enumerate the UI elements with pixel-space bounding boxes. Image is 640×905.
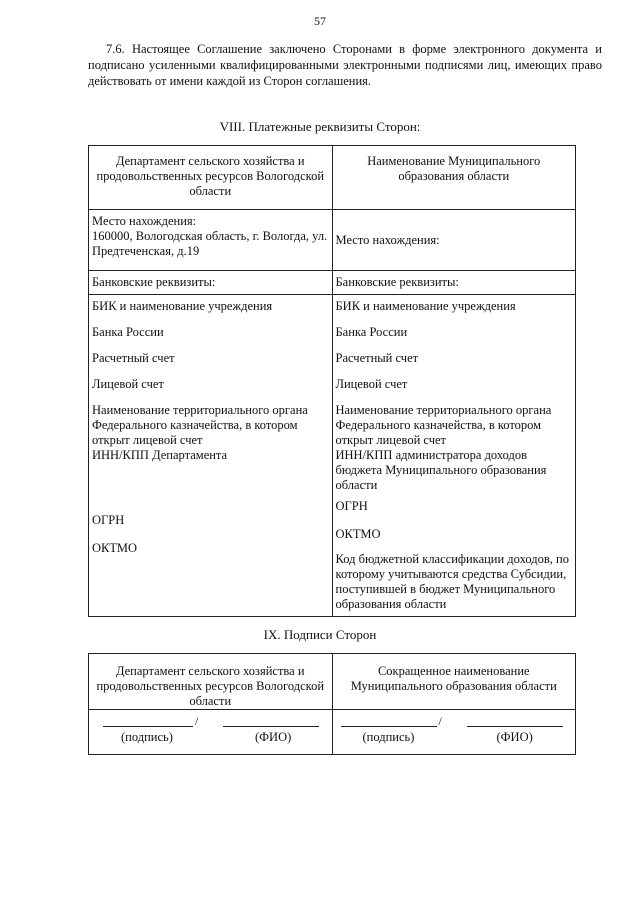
table-row [89,146,576,210]
right-signature-label: (подпись) [362,730,415,744]
left-location-cell [89,210,333,271]
right-budget-code: Код бюджетной классификации доходов, по которому учитываются средства Субсидии, поступившей в бюджет Муниципального образования области [335,552,569,611]
right-signature-line [341,726,437,727]
left-personal-account: Лицевой счет [92,377,164,391]
right-name-label: (ФИО) [496,730,533,744]
left-oktmo: ОКТМО [92,541,137,555]
left-slash: / [195,714,199,728]
right-signature-cell [332,710,576,755]
left-ogrn: ОГРН [92,513,125,527]
section-title-signatures: IX. Подписи Сторон [263,627,377,642]
right-oktmo: ОКТМО [335,527,381,541]
right-location-label: Место нахождения: [335,232,440,247]
intro-paragraph: 7.6. Настоящее Соглашение заключено Сторонами в форме электронного документа и подписано усиленными квалифицированными электронными подписями лиц, имеющих право действовать от имени каждой из Сторон соглашения. [88,42,602,88]
right-ogrn: ОГРН [335,499,368,513]
table-row [89,271,576,295]
left-name-line [223,726,319,727]
left-bik: БИК и наименование учреждения [92,299,273,313]
right-personal-account: Лицевой счет [335,377,408,391]
section-title-payment-details: VIII. Платежные реквизиты Сторон: [219,119,421,134]
left-name-label: (ФИО) [255,730,292,744]
left-details-cell [89,295,333,617]
left-location-label: Место нахождения: [92,214,197,228]
right-location-cell [332,210,576,271]
right-inn-kpp: ИНН/КПП администратора доходов бюджета Муниципального образования области [335,448,547,492]
page-number: 57 [314,14,326,28]
table-row [89,295,576,617]
left-inn-kpp: ИНН/КПП Департамента [92,448,228,462]
left-signature-line [103,726,193,727]
right-signature-header: Сокращенное наименование Муниципального образования области [332,654,576,710]
left-bank: Банка России [92,325,164,339]
left-signature-label: (подпись) [121,730,173,744]
right-treasury: Наименование территориального органа Федерального казначейства, в котором открыт лицевой счет [335,403,552,447]
table-row [89,710,576,755]
right-settlement-account: Расчетный счет [335,351,419,365]
left-location-value: 160000, Вологодская область, г. Вологда, ул. Предтеченская, д.19 [92,229,328,258]
right-party-header: Наименование Муниципального образования области [332,146,576,210]
left-settlement-account: Расчетный счет [92,351,175,365]
right-bank-details-label: Банковские реквизиты: [332,271,576,295]
payment-details-table [88,145,576,617]
right-details-cell [332,295,576,617]
left-bank-details-label: Банковские реквизиты: [89,271,333,295]
left-party-header: Департамент сельского хозяйства и продовольственных ресурсов Вологодской области [89,146,333,210]
table-row [89,654,576,710]
left-signature-header: Департамент сельского хозяйства и продовольственных ресурсов Вологодской области [89,654,333,710]
right-bik: БИК и наименование учреждения [335,299,516,313]
right-name-line [467,726,563,727]
signatures-table [88,653,576,755]
right-bank: Банка России [335,325,408,339]
right-slash: / [438,714,442,728]
table-row [89,210,576,271]
left-treasury: Наименование территориального органа Федерального казначейства, в котором открыт лицевой счет [92,403,308,447]
left-signature-cell [89,710,333,755]
